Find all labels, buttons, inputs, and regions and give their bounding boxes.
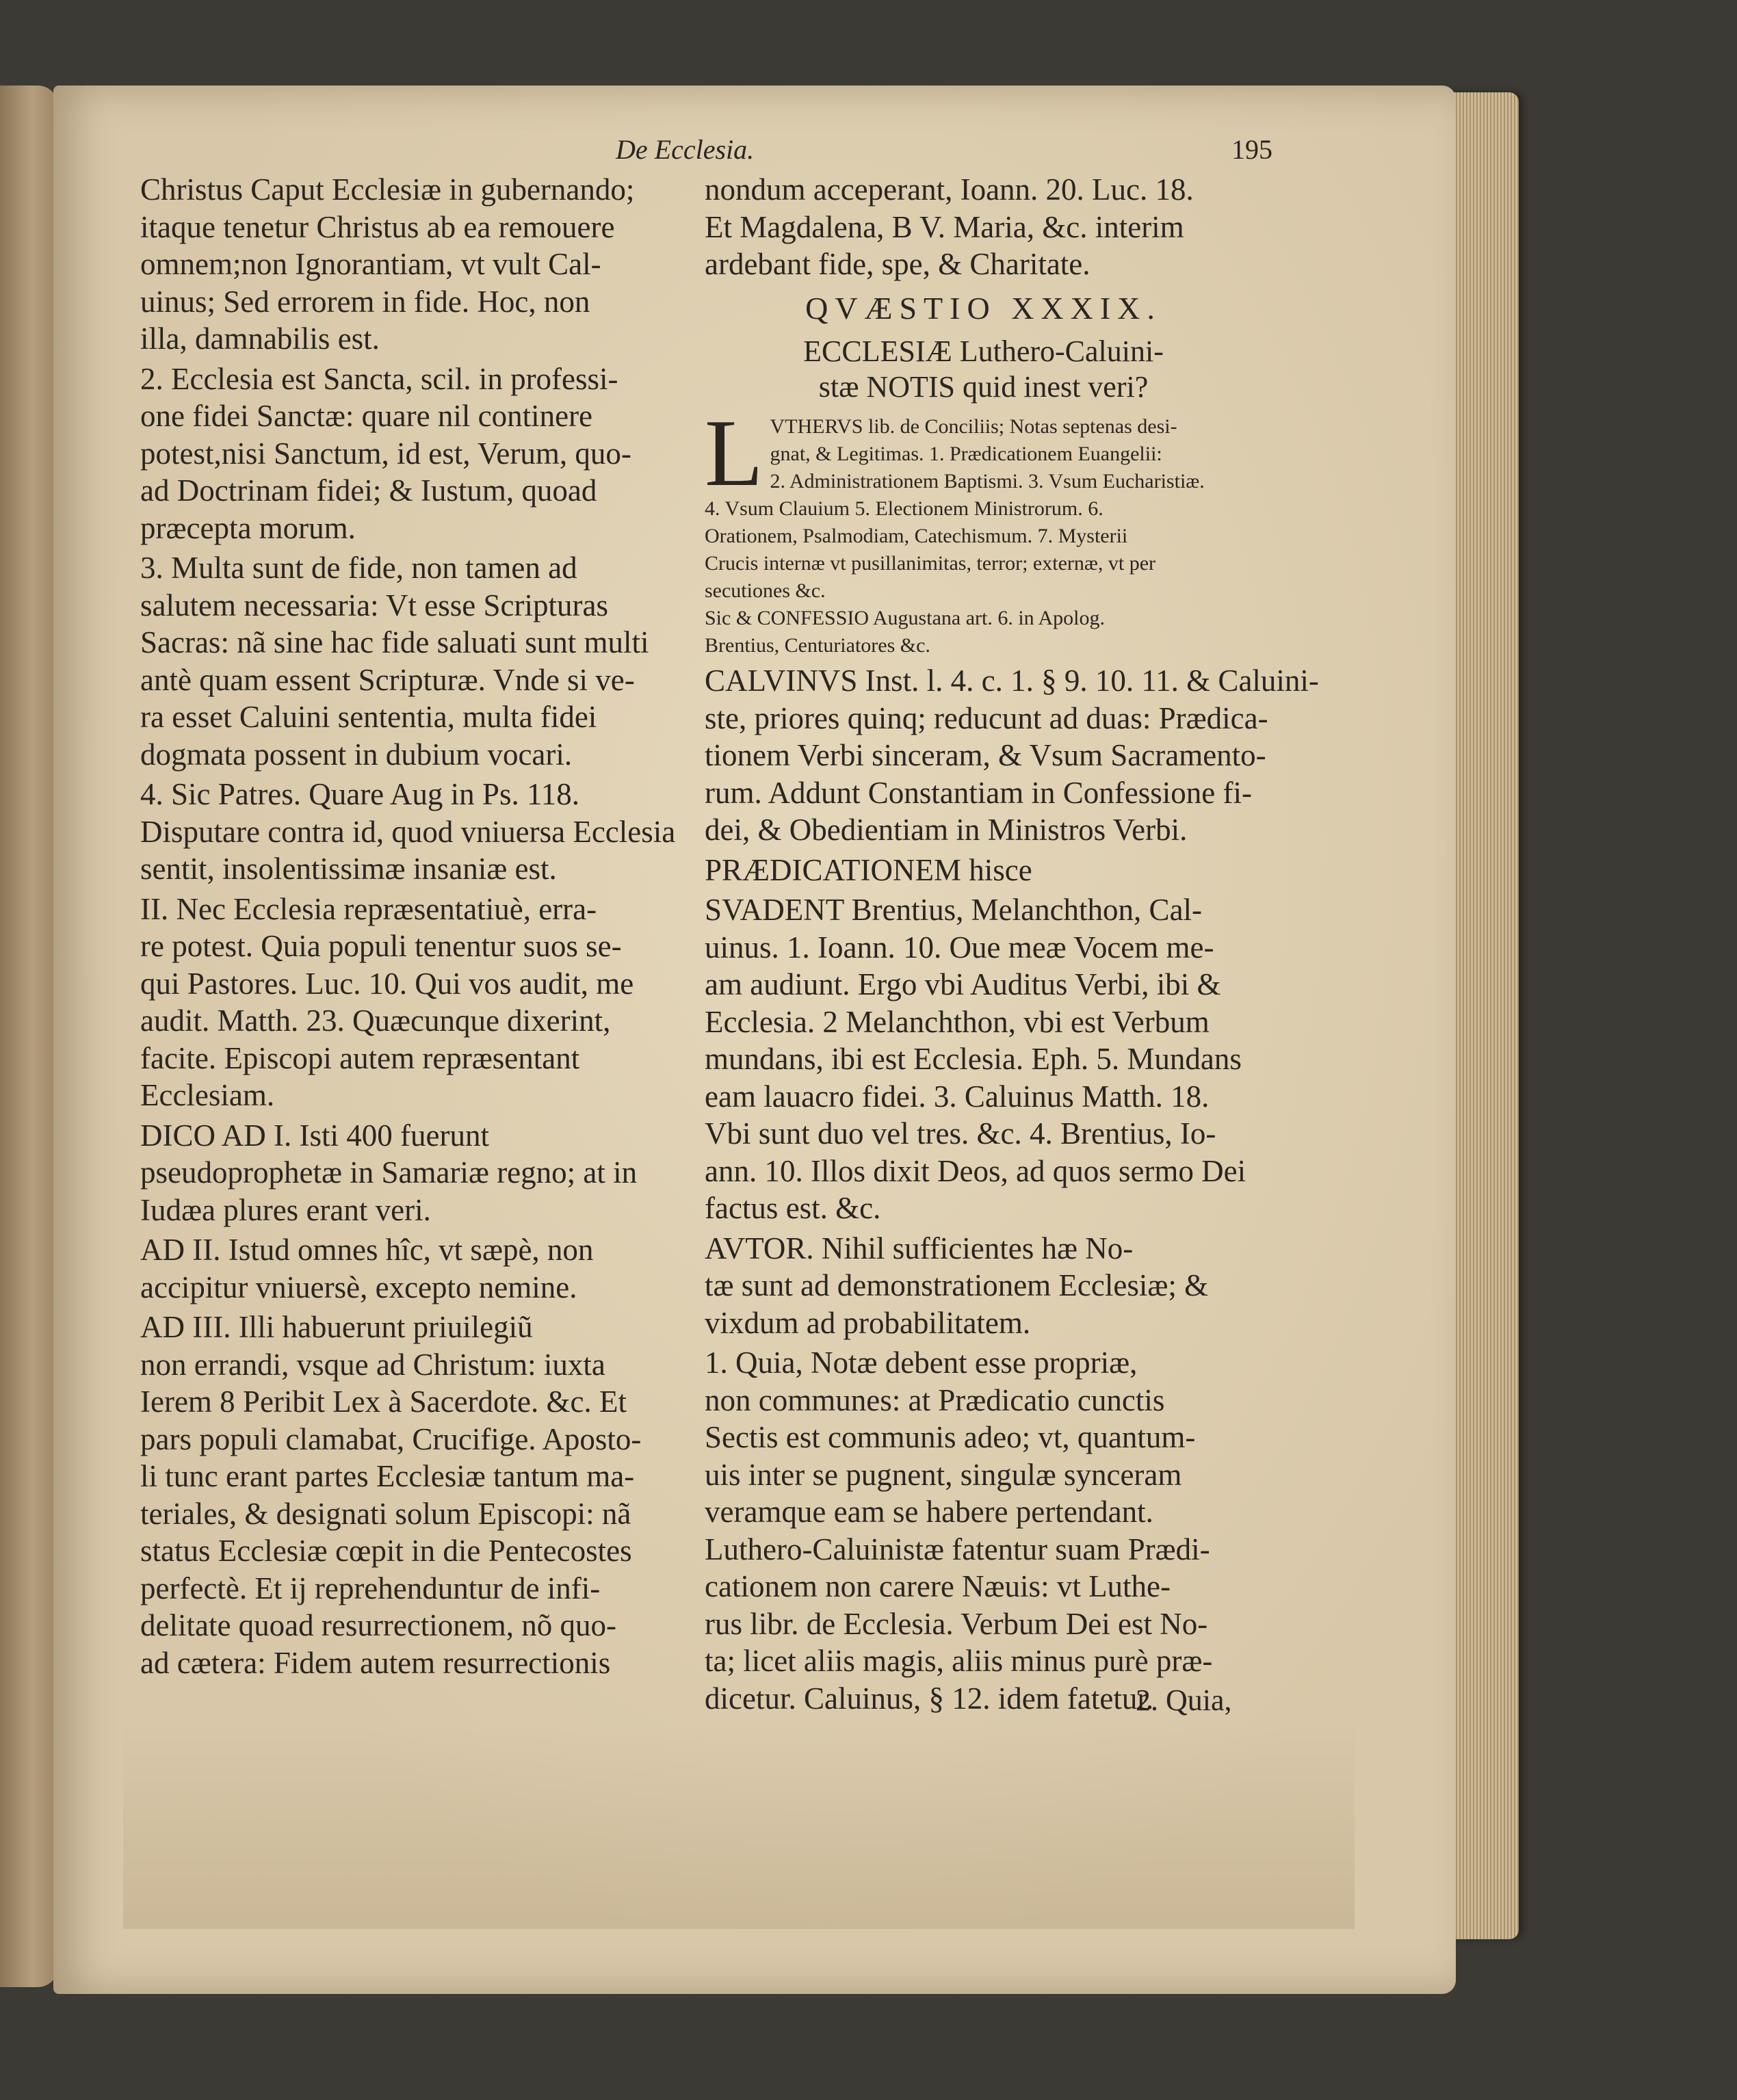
paragraph <box>140 360 684 547</box>
text-line: vixdum ad probabilitatem. <box>705 1305 1031 1340</box>
text-line: pseudoprophetæ in Samariæ regno; at in <box>140 1155 638 1190</box>
text-line: illa, damnabilis est. <box>140 321 380 356</box>
text-line: AD II. Istud omnes hîc, vt sæpè, non <box>140 1233 594 1267</box>
right-paragraphs <box>705 662 1319 1717</box>
text-line: one fidei Sanctæ: quare nil continere <box>140 399 593 433</box>
paragraph <box>705 1344 1262 1717</box>
text-line: Brentius, Centuriatores &c. <box>705 634 930 657</box>
left-page-edge <box>0 86 58 1987</box>
left-column <box>140 171 684 1684</box>
text-line: re potest. Quia populi tenentur suos se- <box>140 929 622 963</box>
text-line: non communes: at Prædicatio cunctis <box>705 1382 1165 1417</box>
text-line: SVADENT Brentius, Melanchthon, Cal- <box>705 893 1203 927</box>
paragraph <box>140 171 684 358</box>
question-heading: QVÆSTIO XXXIX. <box>805 290 1162 326</box>
text-line: tæ sunt ad demonstrationem Ecclesiæ; & <box>705 1268 1209 1302</box>
text-line: li tunc erant partes Ecclesiæ tantum ma- <box>140 1459 635 1493</box>
text-line: Sectis est communis adeo; vt, quantum- <box>705 1420 1196 1454</box>
text-line: rum. Addunt Constantiam in Confessione fi- <box>705 775 1252 810</box>
right-column <box>705 171 1319 1720</box>
text-line: ste, priores quinq; reducunt ad duas: Prædica- <box>705 700 1268 735</box>
text-line: tionem Verbi sinceram, & Vsum Sacramento- <box>705 738 1266 772</box>
text-line: II. Nec Ecclesia repræsentatiuè, erra- <box>140 891 597 926</box>
paragraph <box>705 852 1262 889</box>
text-line: Vbi sunt duo vel tres. &c. 4. Brentius, Io- <box>705 1116 1216 1151</box>
text-line: dogmata possent in dubium vocari. <box>140 737 573 772</box>
text-line: ad cætera: Fidem autem resurrectionis <box>140 1645 611 1680</box>
text-line: 2. Administrationem Baptismi. 3. Vsum Eucharistiæ. <box>770 470 1205 493</box>
page-number: 195 <box>1231 134 1272 165</box>
text-line: AVTOR. Nihil sufficientes hæ No- <box>705 1231 1134 1265</box>
text-line: salutem necessaria: Vt esse Scripturas <box>140 588 608 622</box>
text-line: VTHERVS lib. de Conciliis; Notas septenas desi- <box>770 415 1177 438</box>
text-line: eam lauacro fidei. 3. Caluinus Matth. 18. <box>705 1079 1210 1114</box>
text-line: ta; licet aliis magis, aliis minus purè præ- <box>705 1644 1213 1678</box>
text-line: rus libr. de Ecclesia. Verbum Dei est No- <box>705 1606 1208 1641</box>
text-line: potest,nisi Sanctum, id est, Verum, quo- <box>140 436 631 471</box>
text-line: nondum acceperant, Ioann. 20. Luc. 18. <box>705 172 1194 207</box>
subheading-line: ECCLESIÆ Luthero-Caluini- <box>803 334 1164 368</box>
text-line: Iudæa plures erant veri. <box>140 1192 431 1227</box>
text-line: Luthero-Caluinistæ fatentur suam Prædi- <box>705 1532 1210 1566</box>
text-line: 4. Vsum Clauium 5. Electionem Ministrorum. 6. <box>705 497 1103 520</box>
text-line: uinus. 1. Ioann. 10. Oue meæ Vocem me- <box>705 930 1214 964</box>
notes-list-lines <box>705 400 1262 659</box>
text-line: uis inter se pugnent, singulæ synceram <box>705 1457 1182 1492</box>
text-line: PRÆDICATIONEM hisce <box>705 852 1032 887</box>
text-line: facite. Episcopi autem repræsentant <box>140 1040 580 1075</box>
text-line: sentit, insolentissimæ insaniæ est. <box>140 852 557 886</box>
text-line: Orationem, Psalmodiam, Catechismum. 7. Mysterii <box>705 525 1128 547</box>
paragraph <box>140 1117 684 1229</box>
page-header <box>137 133 1272 174</box>
paragraph <box>705 891 1262 1227</box>
paragraph <box>140 1231 684 1306</box>
text-line: status Ecclesiæ cœpit in die Pentecostes <box>140 1534 632 1568</box>
text-line: gnat, & Legitimas. 1. Prædicationem Euangelii: <box>770 443 1162 465</box>
text-line: dicetur. Caluinus, § 12. idem fatetur. <box>705 1681 1154 1716</box>
drop-cap: L <box>705 400 763 506</box>
text-line: teriales, & designati solum Episcopi: nã <box>140 1496 631 1531</box>
text-line: Disputare contra id, quod vniuersa Ecclesia <box>140 814 676 849</box>
text-line: Ecclesiam. <box>140 1078 275 1112</box>
running-title: De Ecclesia. <box>616 134 755 165</box>
text-line: antè quam essent Scripturæ. Vnde si ve- <box>140 662 635 697</box>
text-line: 1. Quia, Notæ debent esse propriæ, <box>705 1346 1138 1380</box>
text-line: delitate quoad resurrectionem, nõ quo- <box>140 1608 617 1642</box>
question-subheading <box>705 334 1262 405</box>
text-line: uinus; Sed errorem in fide. Hoc, non <box>140 284 590 319</box>
text-line: pars populi clamabat, Crucifige. Aposto- <box>140 1421 642 1456</box>
paragraph <box>140 776 684 888</box>
text-line: qui Pastores. Luc. 10. Qui vos audit, me <box>140 966 634 1001</box>
text-line: mundans, ibi est Ecclesia. Eph. 5. Mundans <box>705 1042 1242 1076</box>
text-line: DICO AD I. Isti 400 fuerunt <box>140 1118 489 1153</box>
text-line: ardebant fide, spe, & Charitate. <box>705 247 1090 281</box>
text-line: secutiones &c. <box>705 579 826 602</box>
text-line: veramque eam se habere pertendant. <box>705 1495 1153 1529</box>
text-line: Christus Caput Ecclesiæ in gubernando; <box>140 172 635 207</box>
text-line: præcepta morum. <box>140 510 356 545</box>
paragraph <box>705 1230 1262 1342</box>
text-line: AD III. Illi habuerunt priuilegiũ <box>140 1310 533 1344</box>
text-line: omnem;non Ignorantiam, vt vult Cal- <box>140 247 601 281</box>
paragraph <box>140 1309 684 1681</box>
text-line: Sacras: nã sine hac fide saluati sunt multi <box>140 625 649 659</box>
text-line: Ierem 8 Peribit Lex à Sacerdote. &c. Et <box>140 1384 627 1419</box>
text-line: ann. 10. Illos dixit Deos, ad quos sermo Dei <box>705 1153 1246 1188</box>
text-line: itaque tenetur Christus ab ea remouere <box>140 209 615 244</box>
catchword: 2. Quia, <box>1136 1683 1232 1717</box>
text-line: 4. Sic Patres. Quare Aug in Ps. 118. <box>140 777 580 811</box>
text-line: CALVINVS Inst. l. 4. c. 1. § 9. 10. 11. & Caluini- <box>705 664 1319 698</box>
notes-list-block <box>705 400 1262 659</box>
text-line: cationem non carere Næuis: vt Luthe- <box>705 1569 1171 1603</box>
text-line: dei, & Obedientiam in Ministros Verbi. <box>705 813 1188 847</box>
right-top-paragraph <box>705 171 1262 283</box>
text-line: perfectè. Et ij reprehenduntur de infi- <box>140 1571 601 1605</box>
page-shading <box>123 1724 1355 1929</box>
paragraph <box>140 891 684 1114</box>
text-line: 2. Ecclesia est Sancta, scil. in professi- <box>140 361 618 396</box>
text-line: factus est. &c. <box>705 1191 881 1225</box>
text-line: accipitur vniuersè, excepto nemine. <box>140 1270 577 1304</box>
text-line: Ecclesia. 2 Melanchthon, vbi est Verbum <box>705 1004 1210 1039</box>
text-line: 3. Multa sunt de fide, non tamen ad <box>140 551 577 585</box>
subheading-line: stæ NOTIS quid inest veri? <box>818 370 1149 404</box>
paragraph <box>705 662 1319 849</box>
text-line: ra esset Caluini sententia, multa fidei <box>140 700 597 734</box>
text-line: Sic & CONFESSIO Augustana art. 6. in Apolog. <box>705 607 1106 629</box>
text-line: ad Doctrinam fidei; & Iustum, quoad <box>140 473 597 508</box>
text-line: Et Magdalena, B V. Maria, &c. interim <box>705 209 1184 244</box>
text-line: am audiunt. Ergo vbi Auditus Verbi, ibi & <box>705 967 1221 1001</box>
text-line: Crucis internæ vt pusillanimitas, terror; externæ, vt per <box>705 552 1156 575</box>
paragraph <box>140 549 684 773</box>
text-line: non errandi, vsque ad Christum: iuxta <box>140 1347 605 1382</box>
text-line: audit. Matth. 23. Quæcunque dixerint, <box>140 1003 611 1038</box>
